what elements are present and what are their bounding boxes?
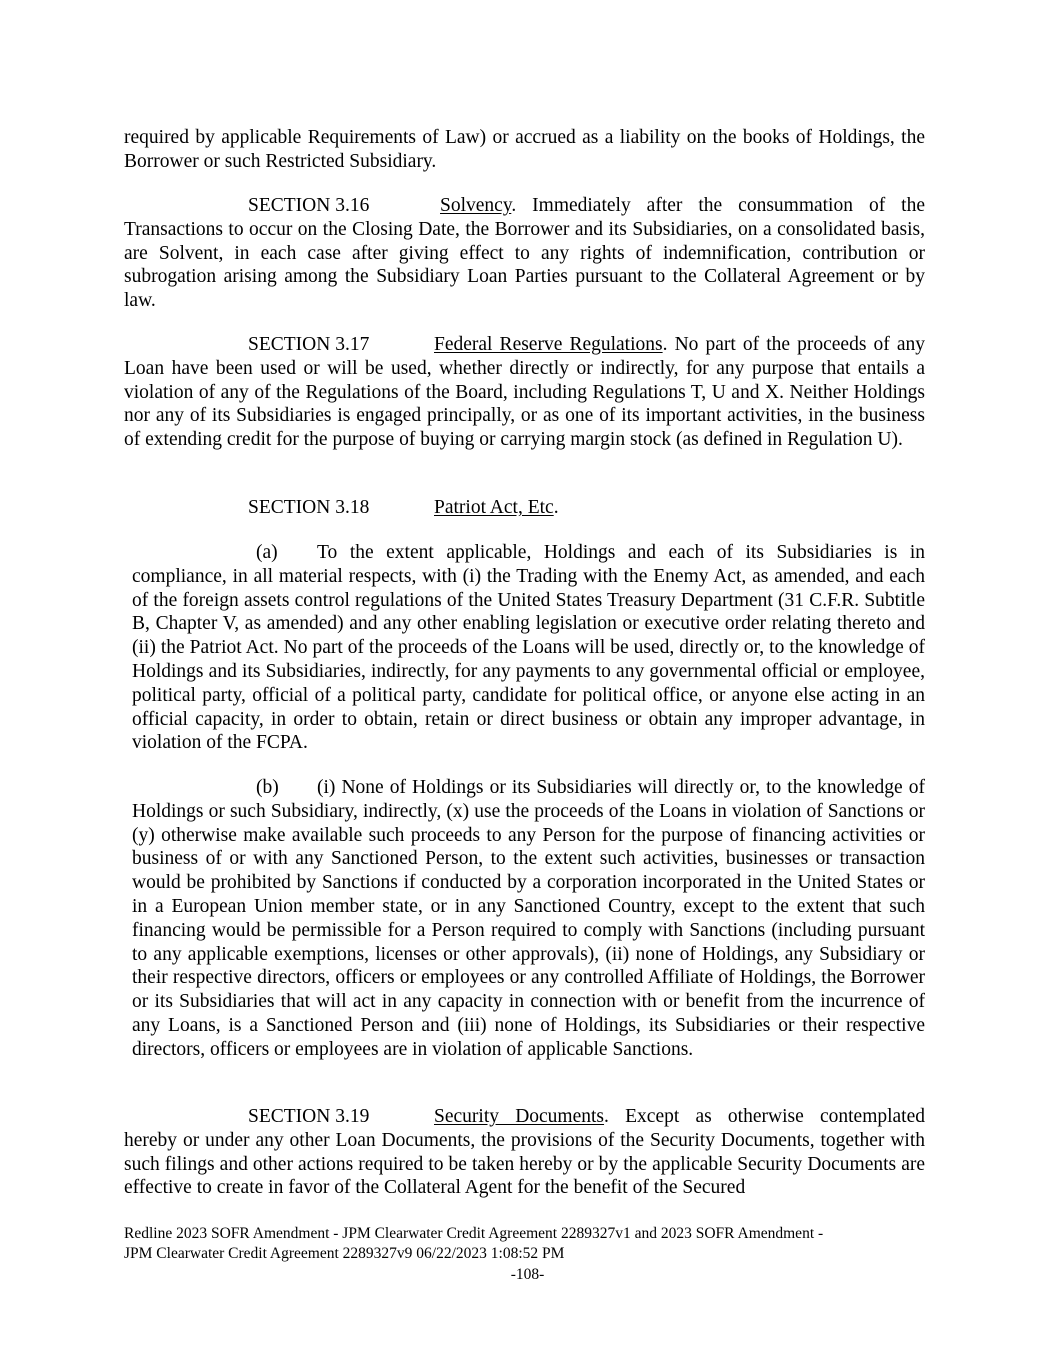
subsection-b-paragraph	[132, 776, 925, 1062]
section-title-end: .	[553, 497, 559, 518]
section-body: Except as otherwise contemplated hereby or under any other Loan Documents, the provisions of the Security Documents, together with such filings and other actions required to be taken hereby or by the applicable Security Documents are effective to create in favor of the Collateral Agent for the benefit of the Secured	[124, 1106, 926, 1199]
section-body: Immediately after the consummation of the Transactions to occur on the Closing Date, the Borrower and its Subsidiaries, on a consolidated basis, are Solvent, in each case after giving effect to any rights of indemnification, contribution or subrogation arising among the Subsidiary Loan Parties pursuant to the Collateral Agreement or by law.	[124, 195, 925, 312]
subsection-letter: (b)	[256, 777, 279, 798]
page-number: -108-	[510, 1266, 545, 1283]
section-3-16-paragraph	[124, 194, 925, 313]
section-3-17-paragraph	[124, 333, 925, 452]
section-title: Patriot Act, Etc	[434, 497, 554, 518]
section-title: Solvency	[440, 195, 512, 216]
subsection-body: To the extent applicable, Holdings and each of its Subsidiaries is in compliance, in all material respects, with (i) the Trading with the Enemy Act, as amended, and each of the foreign assets control regulations of the United States Treasury Department (31 C.F.R. Subtitle B, Chapter V, as amended) and any other enabling legislation or executive order relating thereto and (ii) the Patriot Act. No part of the proceeds of the Loans will be used, directly or, to the knowledge of Holdings and its Subsidiaries, indirectly, for any payments to any governmental official or employee, political party, official of a political party, candidate for political office, or anyone else acting in an official capacity, in order to obtain, retain or direct business or obtain any improper advantage, in violation of the FCPA.	[132, 542, 925, 754]
section-title-end: .	[662, 334, 668, 355]
subsection-body: (i) None of Holdings or its Subsidiaries will directly or, to the knowledge of Holdings or such Subsidiary, indirectly, (x) use the proceeds of the Loans in violation of Sanctions or (y) otherwise make available such proceeds to any Person for the purpose of financing activities or business of or with any Sanctioned Person, to the extent such activities, businesses or transaction would be prohibited by Sanctions if conducted by a corporation incorporated in the United States or in a European Union member state, or in any Sanctioned Country, except to the extent that such financing would be permissible for a Person required to comply with Sanctions (including pursuant to any applicable exemptions, licenses or other approvals), (ii) none of Holdings, any Subsidiary or their respective directors, officers or employees or any controlled Affiliate of Holdings, the Borrower or its Subsidiaries that will act in any capacity in connection with or benefit from the incurrence of any Loans, is a Sanctioned Person and (iii) none of Holdings, its Subsidiaries or their respective directors, officers or employees are in violation of applicable Sanctions.	[132, 777, 925, 1060]
section-number: SECTION 3.16	[248, 195, 370, 216]
section-title-end: .	[604, 1106, 609, 1127]
footer-line-1: Redline 2023 SOFR Amendment - JPM Clearwater Credit Agreement 2289327v1 and 2023 SOFR Amendment -	[124, 1225, 824, 1242]
subsection-letter: (a)	[256, 542, 278, 563]
page-footer	[124, 1224, 925, 1264]
section-title-end: .	[511, 195, 517, 216]
section-number: SECTION 3.19	[248, 1106, 370, 1127]
section-number: SECTION 3.17	[248, 334, 370, 355]
section-3-19-paragraph	[124, 1105, 925, 1200]
continuation-paragraph	[124, 126, 925, 174]
footer-line-2: JPM Clearwater Credit Agreement 2289327v9 06/22/2023 1:08:52 PM	[124, 1245, 565, 1262]
section-title: Federal Reserve Regulations	[434, 334, 663, 355]
section-3-18-heading	[124, 496, 925, 520]
section-number: SECTION 3.18	[248, 497, 370, 518]
continuation-text: required by applicable Requirements of Law) or accrued as a liability on the books of Holdings, the Borrower or such Restricted Subsidiary.	[124, 127, 925, 172]
section-body: No part of the proceeds of any Loan have been used or will be used, whether directly or indirectly, for any purpose that entails a violation of any of the Regulations of the Board, including Regulations T, U and X. Neither Holdings nor any of its Subsidiaries is engaged principally, or as one of its important activities, in the business of extending credit for the purpose of buying or carrying margin stock (as defined in Regulation U).	[124, 334, 925, 451]
section-title: Security Documents	[434, 1106, 605, 1127]
subsection-a-paragraph	[132, 541, 925, 755]
